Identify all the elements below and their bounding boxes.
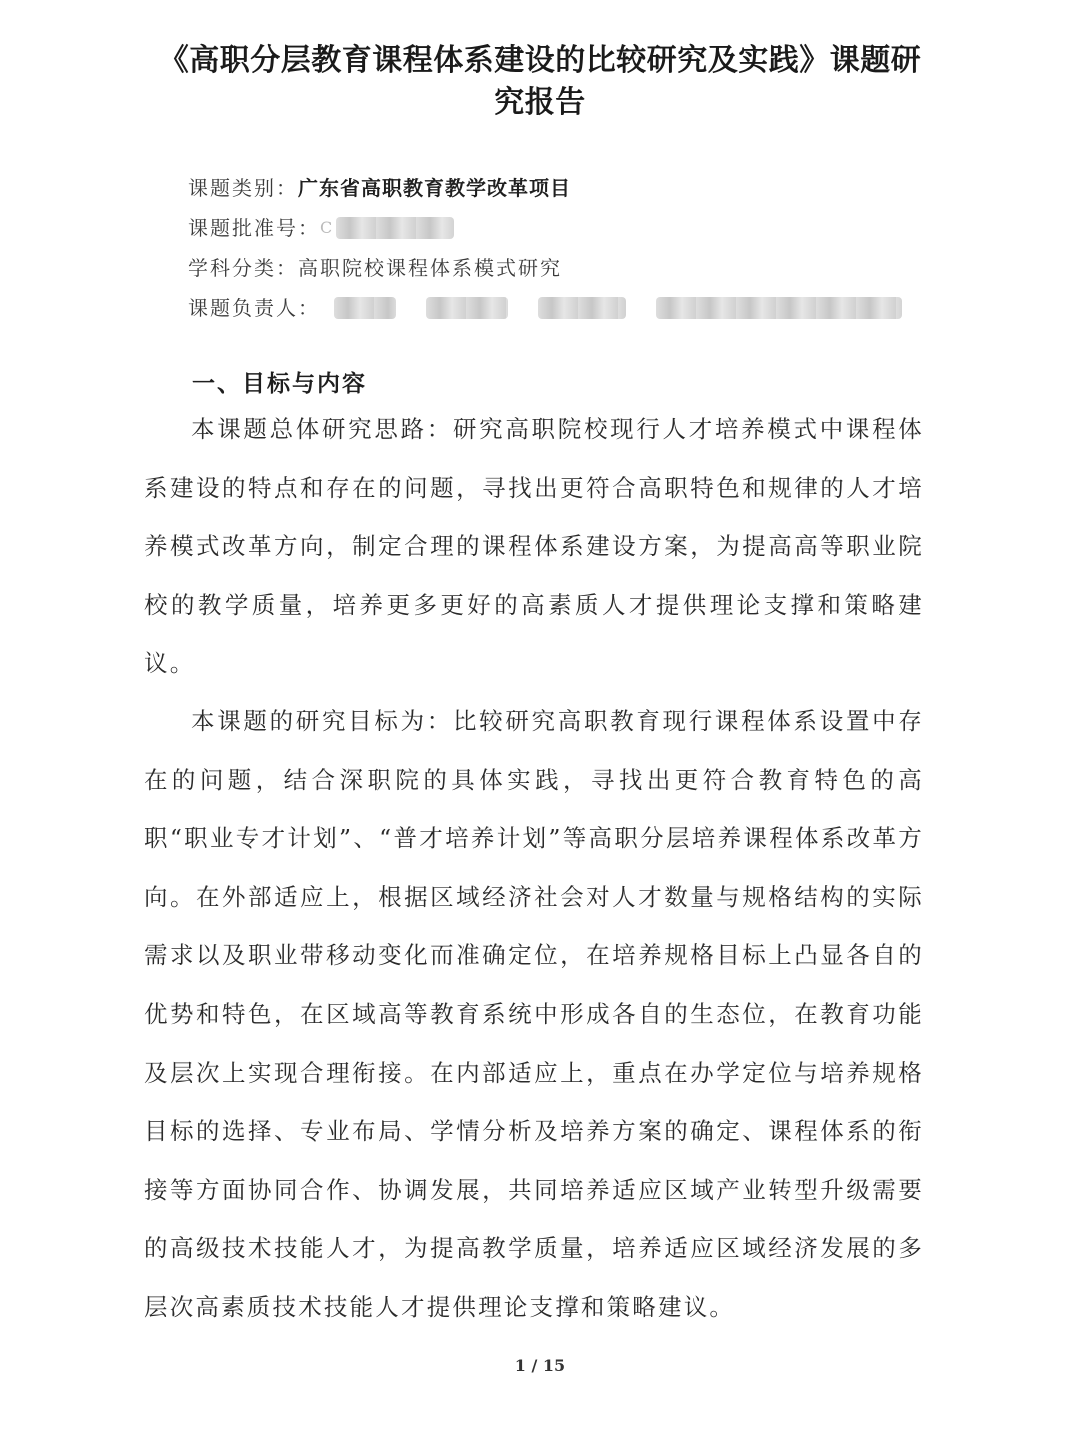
approval-number-label: 课题批准号：	[188, 216, 320, 240]
leader-name-redaction	[426, 297, 508, 319]
paragraph-research-objectives: 本课题的研究目标为：比较研究高职教育现行课程体系设置中存在的问题，结合深职院的具体实践，寻找出更符合教育特色的高职“职业专才计划”、“普才培养计划”等高职分层培养课程体系改革方向。在外部适应上，根据区域经济社会对人才数量与规格结构的实际需求以及职业带移动变化而准确定位，在培养规格目标上凸显各自的优势和特色，在区域高等教育系统中形成各自的生态位，在教育功能及层次上实现合理衔接。在内部适应上，重点在办学定位与培养规格目标的选择、专业布局、学情分析及培养方案的确定、课程体系的衔接等方面协同合作、协调发展，共同培养适应区域产业转型升级需要的高级技术技能人才，为提高教学质量，培养适应区域经济发展的多层次高素质技术技能人才提供理论支撑和策略建议。	[144, 707, 924, 1321]
leader-name-redaction	[656, 297, 902, 319]
subject-category-value: 高职院校课程体系模式研究	[298, 256, 562, 280]
project-info	[188, 168, 908, 328]
project-category-row	[188, 168, 908, 208]
approval-number-row	[188, 208, 908, 248]
document-title: 《高职分层教育课程体系建设的比较研究及实践》课题研究报告	[158, 43, 922, 120]
section-heading: 一、目标与内容	[192, 371, 367, 397]
project-category-value: 广东省高职教育教学改革项目	[298, 176, 571, 200]
leader-name-redaction	[538, 297, 626, 319]
subject-category-row	[188, 248, 908, 288]
subject-category-label: 学科分类：	[188, 256, 298, 280]
paragraph-research-approach: 本课题总体研究思路：研究高职院校现行人才培养模式中课程体系建设的特点和存在的问题，寻找出更符合高职特色和规律的人才培养模式改革方向，制定合理的课程体系建设方案，为提高高等职业院校的教学质量，培养更多更好的高素质人才提供理论支撑和策略建议。	[144, 415, 924, 678]
approval-number-prefix: C	[320, 218, 335, 237]
leader-name-redaction	[334, 297, 396, 319]
project-category-label: 课题类别：	[188, 176, 298, 200]
project-leader-row	[188, 288, 908, 328]
page-number: 1 / 15	[514, 1356, 566, 1375]
project-leader-label: 课题负责人：	[188, 296, 320, 320]
approval-number-redaction	[336, 217, 454, 239]
